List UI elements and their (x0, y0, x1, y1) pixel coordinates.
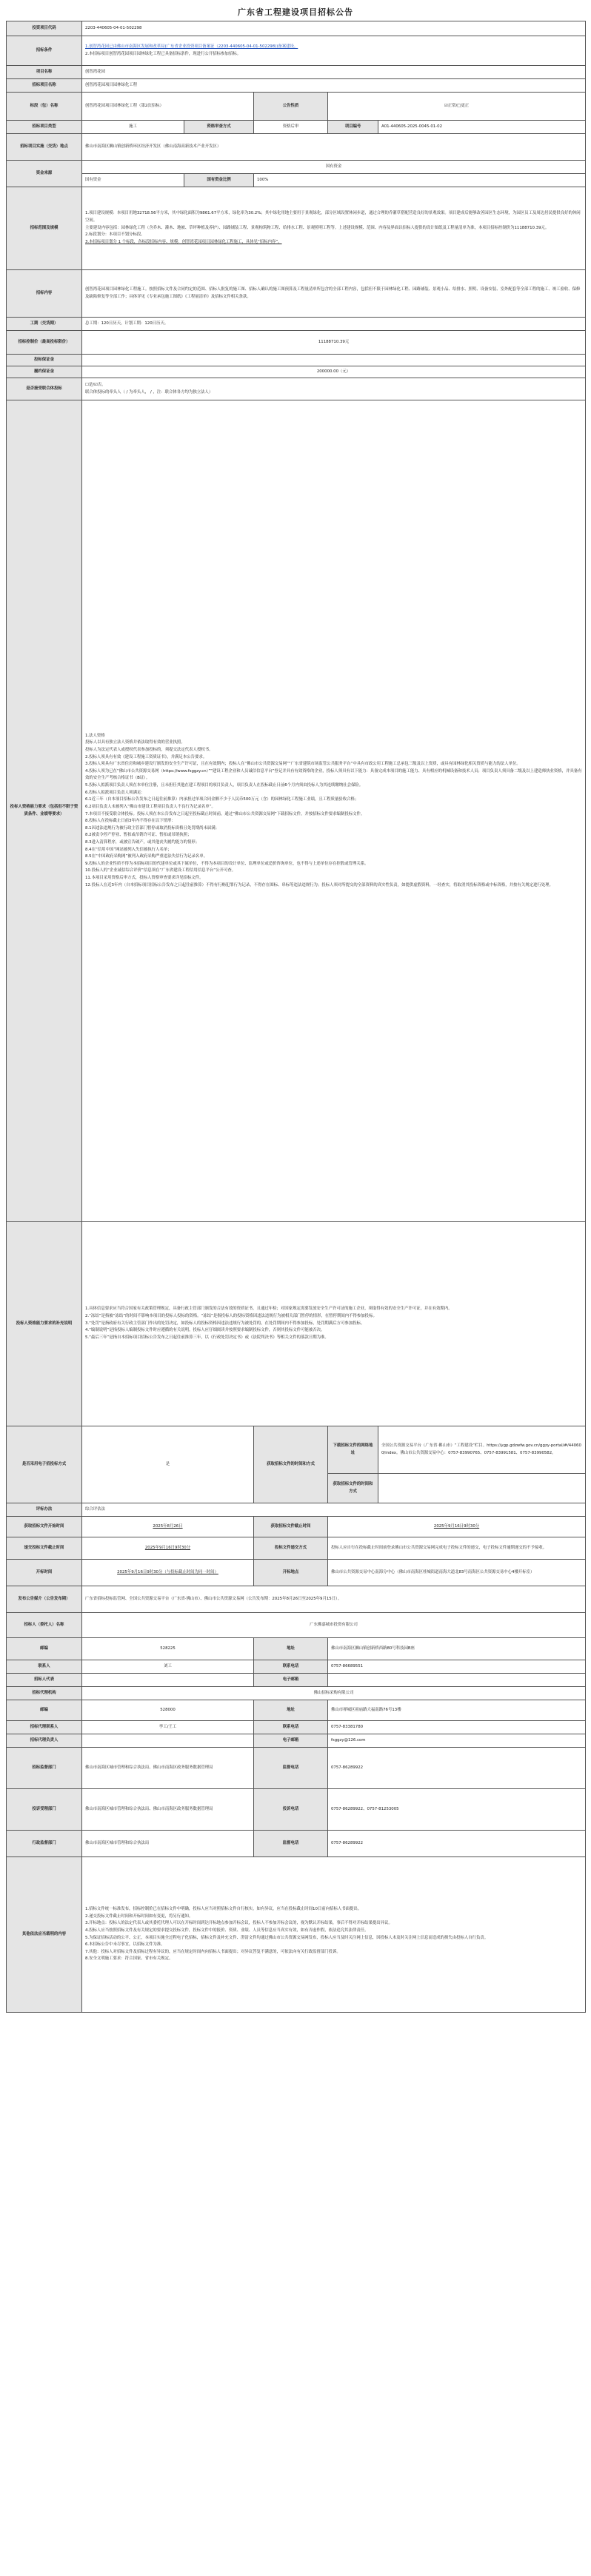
scope-item: 1.项目建设规模：本项目用地32718.56平方米，其中绿化面积为9861.67平方米，绿化率为30.2%；其中绿化用地主要用于景观绿化，部分区域设置休闲步道，通过合理的乔灌草搭配营造良好的景观效果。项目建成后能够改善园区生态环境，为园区员工及周边居民提供良好的休闲空间。 (85, 211, 581, 224)
qualification-paragraph: 8.3进入清算程序，或被宣告破产，或其他丧失履约能力的情形； (85, 839, 200, 845)
page-title: 广东省工程建设项目招标公告 (238, 7, 353, 17)
qualification-paragraph: 8.4在“信用中国”网站被列入失信被执行人名单； (85, 847, 172, 852)
table-row (7, 355, 586, 366)
table-row (7, 1674, 586, 1687)
publicity-value: ☑正常/□更正 (328, 93, 586, 121)
credit-paragraph: 1.具体信息要求应当符合国家有关政策管理规定，具备行政主管部门颁发的合法有效的资质证书，且通过年检；对国家规定需要发放安全生产许可证的施工企业，须取得有效的安全生产许可证，并在有效期内。 (85, 1307, 453, 1312)
agency-name: 广东佛嘉城市投资有限公司 (82, 1613, 586, 1638)
bond-value (82, 355, 586, 366)
other-paragraph: 1.招标文件统一标准发布，招标控制价已在招标文件中明确，投标人应当对照招标文件自行核实，如有异议，应当在投标截止时间10日前向招标人书面提出。 (85, 1907, 362, 1912)
credit-paragraph: 3.“处罚”是指政府有关行政主管部门作出的处罚决定，如投标人的投标资格因违法违规行为被处罚的，在处罚期间内不得参加投标，处罚期满后方可参加投标。 (85, 1321, 365, 1326)
agency-leader-label: 招标人代表 (7, 1674, 82, 1687)
agent-leader (82, 1734, 254, 1748)
scope-item: 主要建设内容包括：园林绿化工程（含乔木、灌木、地被、草坪种植及养护）、园路铺装工程、景观构筑物工程、给排水工程、景观照明工程等。上述建设规模、范围、内容及界面以招标人提供的设计图纸及工程量清单为准，本项目招标控制价为11188710.39元。 (85, 225, 550, 230)
agency-addr: 佛山市南海区狮山镇创新桥西路80号科技园B座 (328, 1638, 586, 1660)
table-row (7, 1560, 586, 1586)
table-row (7, 36, 586, 66)
agent-addr-label: 地址 (254, 1700, 328, 1721)
table-row (7, 66, 586, 79)
table-row (7, 187, 586, 270)
code-label: 项目编号 (328, 121, 378, 134)
agent-contact: 李工/王工 (82, 1721, 254, 1734)
agency-addr-label: 地址 (254, 1638, 328, 1660)
table-row (7, 174, 586, 187)
control-price-label: 招标控制价（最高投标限价） (7, 331, 82, 355)
supervisor-label: 招标监督部门 (7, 1748, 82, 1789)
table-row (7, 270, 586, 318)
guarantee-label: 履约保证金 (7, 366, 82, 378)
table-row (7, 1537, 586, 1560)
open-label: 开标时间 (7, 1560, 82, 1586)
credit-label: 投标人资格能力要求的补充说明 (7, 1222, 82, 1426)
table-row (7, 93, 586, 121)
submit-label: 递交投标文件截止时间 (7, 1537, 82, 1560)
project-name-label: 项目名称 (7, 66, 82, 79)
project-number-label: 投资项目代码 (7, 21, 82, 36)
table-row (7, 1789, 586, 1831)
agent-phone: 0757-83381780 (328, 1721, 586, 1734)
other-paragraph: 5.为保证招标活动的公平、公正，本项目实施全过程电子化招标，招标文件及补充文件、澄清文件均通过佛山市公共资源交易网发布，投标人应当及时关注网上信息，因投标人未及时关注网上信息而造成的损失由投标人自行负责。 (85, 1935, 489, 1940)
table-row (7, 331, 586, 355)
complaint-label: 投诉受理部门 (7, 1789, 82, 1831)
table-row (7, 1613, 586, 1638)
credit-paragraph: 5.“最后三年”是指自本招标项目招标公告发布之日起往前推算三年，以《行政处罚决定书》或《法院判决书》等相关文件的落款日期为准。 (85, 1335, 329, 1340)
download-label: 下载招标文件的网络地址 (328, 1426, 378, 1474)
type-label: 招标项目类型 (7, 121, 82, 134)
doc-way-value (378, 1474, 586, 1503)
qualification-paragraph: 4.投标人须为已在“佛山市公共资源交易网（https://www.fsggzy.cn）”“建设工程企业和人员诚信信息平台”登记并具有有效资格的企业，投标人须具有以下能力：具备完成本项目的施工能力、具有相应的机械设备和技术人员；项目负责人须具备二级及以上建造师执业资格，并具备有效的安全生产考核合格证书（B证）。 (85, 768, 582, 781)
table-row (7, 1222, 586, 1426)
table-row (7, 1503, 586, 1517)
qualification-paragraph: 8.投标人在投标截止日前3年内不得存在以下情形： (85, 819, 176, 824)
agent-name-label: 招标代理机构 (7, 1687, 82, 1700)
download-value[interactable]: 全国公共资源交易平台（广东省·佛山市）“工程建设”栏目。https://ygp.gdzwfw.gov.cn/ggzy-portal/#/440600/index。佛山市公共资源交易中心：0757-83990765、0757-83991581、0757-83990582。 (378, 1426, 586, 1474)
bond-label: 投标保证金 (7, 355, 82, 366)
qualification-paragraph: 6.1近三年（自本项目招标公告发布之日起往前推算）内承担过单项合同金额不少于人民币500万元（含）的园林绿化工程施工业绩，且工程质量验收合格； (85, 797, 359, 802)
publicity-label: 公告性质 (254, 93, 328, 121)
table-row (7, 1517, 586, 1537)
agency-postcode-label: 邮编 (7, 1638, 82, 1660)
doc-way-label: 获取招标文件的时间和方式 (328, 1474, 378, 1503)
qualification-paragraph: 5.投标人拟派项目负责人须在本单位注册，且未担任其他在建工程项目的项目负责人，项目负责人在投标截止日前6个月内须由投标人为其连续缴纳社会保险。 (85, 783, 364, 788)
method-label: 评标办法 (7, 1503, 82, 1517)
fund-ratio-label: 国有资金比例 (184, 174, 254, 187)
qualification-paragraph: 7.本项目不接受联合体投标。投标人须在本公告发布之日起至投标截止时间前，通过“佛山市公共资源交易网”下载招标文件，并按招标文件要求编制投标文件。 (85, 811, 365, 816)
open-value: 2025年9月16日9时30分（与投标截止时间为同一时间） (82, 1560, 254, 1586)
credit-paragraph: 4.“编制说明”是指投标人编制投标文件时应遵循的有关说明，投标人应仔细阅读并按照要求编制投标文件，否则其投标文件可能被否决。 (85, 1328, 325, 1333)
qualification-paragraph: 投标人为法定代表人或授权代表参加投标的，须提交法定代表人授权书。 (85, 748, 213, 753)
tender-table (6, 21, 586, 2013)
project-name: 创智湾花园 (82, 66, 586, 79)
electronic-label: 是否采用电子招投标方式 (7, 1426, 82, 1503)
table-row (7, 134, 586, 161)
qualification-paragraph: 投标人以具有独立法人资格并依法取得有效的营业执照。 (85, 740, 185, 745)
admin-phone: 0757-86289922 (328, 1831, 586, 1857)
table-row (7, 1426, 586, 1474)
agency-contact-label: 联系人 (7, 1660, 82, 1674)
doc-method-label: 获取招标文件的时间和方式 (254, 1426, 328, 1503)
agency-postcode: 528225 (82, 1638, 254, 1660)
other-label: 其他依法应当载明的内容 (7, 1857, 82, 2013)
fund-ratio-value: 100% (254, 174, 586, 187)
fund-source-value: 国有资金 (82, 174, 184, 187)
code-value: A01-440605-2025-0045-01-02 (378, 121, 586, 134)
qualification-paragraph: 6.投标人拟派项目负责人须满足： (85, 790, 145, 795)
table-row (7, 161, 586, 174)
doc-end-value: 2025年9月16日9时30分 (328, 1517, 586, 1537)
doc-start-label: 获取招标文件开始时间 (7, 1517, 82, 1537)
open-place-label: 开标地点 (254, 1560, 328, 1586)
qualification-paragraph: 9.投标人的企业性质不得为本招标项目的代建单位或其下属单位，不得为本项目的设计单位、监理单位或造价咨询单位，也不得与上述单位存在控股或管理关系。 (85, 861, 369, 866)
qualification-paragraph: 11.本项目采用资格后审方式，投标人资格审查要求详见招标文件。 (85, 875, 204, 880)
scope-cell (82, 187, 586, 270)
table-row (7, 1831, 586, 1857)
supervisor-value: 佛山市南海区城市管理和综合执法局、佛山市南海区政务服务数据管理局 (82, 1748, 254, 1789)
admin-phone-label: 监督电话 (254, 1831, 328, 1857)
scope-item: 2.标段划分：本项目不划分标段。 (85, 232, 145, 238)
qualification-label: 投标人资格能力要求（包括但不限于资质条件、业绩等要求） (7, 400, 82, 1222)
content-value: 创智湾花园项目园林绿化工程施工。按照招标文件及合同约定的范围、招标人批复的施工图、招标人确认的施工图预算及工程量清单所包含的全部工程内容，包括但不限于园林绿化工程、园路铺装、景观小品、给排水、照明、设备安装、室外配套等全部工程的施工、竣工验收、保修及缺陷修复等全部工作；具体详见《专业承包施工图纸》《工程量清单》及招标文件相关条款。 (82, 270, 586, 318)
basis-line-2: 2.本招标项目创智湾花园项目园林绿化工程已具备招标条件，现进行公开招标参加招标。 (85, 51, 241, 56)
type-value: 施工 (82, 121, 184, 134)
agent-name: 佛山招标采购有限公司 (82, 1687, 586, 1700)
agent-email[interactable]: fsggzy@126.com (328, 1734, 586, 1748)
table-row (7, 79, 586, 93)
table-row (7, 378, 586, 400)
other-paragraph: 4.投标人应当按照招标文件及有关规定的要求提交投标文件，投标文件中的报价、资质、业绩、人员等信息应当真实有效，如有弄虚作假，依法追究其法律责任。 (85, 1928, 369, 1933)
agency-header-label: 招标人（委托人）名称 (7, 1613, 82, 1638)
consortium-label: 是否接受联合体投标 (7, 378, 82, 400)
fund-label: 资金来源 (7, 161, 82, 187)
qualification-paragraph: 8.1因违法违规行为被行政主管部门暂停或取消投标资格且处罚期尚未届满； (85, 825, 220, 831)
agent-postcode-label: 邮编 (7, 1700, 82, 1721)
open-place-value: 佛山市公共资源交易中心南海分中心（佛山市南海区桂城街道南海大道北83号南海区公共资源交易中心4楼开标室） (328, 1560, 586, 1586)
agency-phone-label: 联系电话 (254, 1660, 328, 1674)
table-row (7, 1638, 586, 1660)
table-row (7, 1857, 586, 2013)
qualification-paragraph: 1.法人资格 (85, 733, 105, 738)
qualification-paragraph: 2.投标人须具有有效《建设工程施工资质证书》，并满足本公告要求。 (85, 754, 207, 759)
section-label: 标段（包）名称 (7, 93, 82, 121)
agent-addr: 佛山市禅城区祖庙路大福南路76号13楼 (328, 1700, 586, 1721)
schedule-value: 总工期：120日历天，计划工期：120日历天。 (82, 318, 586, 331)
doc-end-label: 获取招标文件截止时间 (254, 1517, 328, 1537)
content-label: 招标内容 (7, 270, 82, 318)
admin-label: 行政监督部门 (7, 1831, 82, 1857)
submit-way-value: 投标人应自行在投标截止时间前登录佛山市公共资源交易网完成电子投标文件的递交，电子投标文件逾期递交的不予接收。 (328, 1537, 586, 1560)
table-row (7, 1734, 586, 1748)
consortium-line-2: 联合体投标的牵头人（ / 为牵头人， / ，注：联合体各方均为独立法人） (85, 389, 213, 395)
complaint-value: 佛山市南海区城市管理和综合执法局、佛山市南海区政务服务数据管理局 (82, 1789, 254, 1831)
agency-phone: 0757-86689551 (328, 1660, 586, 1674)
basis-label: 招标条件 (7, 36, 82, 66)
table-row (7, 121, 586, 134)
supervisor-phone: 0757-86289922 (328, 1748, 586, 1789)
qualification-cell (82, 400, 586, 1222)
agency-contact: 刘工 (82, 1660, 254, 1674)
consortium-cell (82, 378, 586, 400)
supervisor-phone-label: 监督电话 (254, 1748, 328, 1789)
electronic-value: 是 (82, 1426, 254, 1503)
qualification-paragraph: 6.2项目负责人未被列入“佛山市建设工程项目负责人不良行为记录名单”。 (85, 804, 216, 809)
agent-postcode: 528000 (82, 1700, 254, 1721)
basis-cell (82, 36, 586, 66)
table-row (7, 1660, 586, 1674)
agent-contact-label: 招标代理联系人 (7, 1721, 82, 1734)
doc-start-value: 2025年8月26日 (82, 1517, 254, 1537)
other-paragraph: 8.安全文明施工要求：符合国家、省市有关规定。 (85, 1956, 173, 1962)
table-row (7, 1721, 586, 1734)
credit-cell (82, 1222, 586, 1426)
table-row (7, 1748, 586, 1789)
table-row (7, 366, 586, 378)
control-price-value: 11188710.39元 (82, 331, 586, 355)
other-paragraph: 3.开标地点：投标人的法定代表人或其委托代理人可以在开标时间到达开标地点参加开标会议，投标人不参加开标会议的，视为默认开标结果，事后不得对开标结果提出异议。 (85, 1921, 393, 1926)
agency-email-label: 电子邮箱 (254, 1674, 328, 1687)
section-name: 创智湾花园项目园林绿化工程（第2次招标） (82, 93, 254, 121)
tender-project-name: 创智湾花园项目园林绿化工程 (82, 79, 586, 93)
media-label: 发布公告媒介（公告发布期） (7, 1586, 82, 1613)
fund-source-header (82, 161, 586, 174)
admin-value: 佛山市南海区城市管理和综合执法局 (82, 1831, 254, 1857)
location-value: 佛山市南海区狮山镇创新桥环区经济开发区（佛山南海高新技术产业开发区） (82, 134, 586, 161)
table-row (7, 318, 586, 331)
form-value: 资格后审 (254, 121, 328, 134)
submit-value: 2025年9月16日9时30分 (82, 1537, 254, 1560)
table-row (7, 1687, 586, 1700)
schedule-label: 工期（交货期） (7, 318, 82, 331)
table-row (7, 400, 586, 1222)
qualification-paragraph: 8.2被责令停产停业、暂扣或吊销许可证、暂扣或吊销执照； (85, 833, 192, 838)
complaint-phone: 0757-86289922、0757-81253005 (328, 1789, 586, 1831)
agent-phone-label: 联系电话 (254, 1721, 328, 1734)
consortium-line-1: ☐是/☑否。 (85, 382, 106, 387)
qualification-paragraph: 3.投标人须具有广东省住房和城乡建设厅颁发的安全生产许可证，且在有效期内；投标人在“佛山市公共资源交易网”“广东省建筑市场监管公共服务平台”中具有市政公用工程施工总承包三级及以上资质，或具有园林绿化相关资质与能力的法人单位。 (85, 762, 521, 767)
agency-leader (82, 1674, 254, 1687)
table-row (7, 1700, 586, 1721)
basis-line-1[interactable]: 1.创智湾花园已由佛山市南海区发展和改革局(广东省企业投资项目备案证（2203-440605-04-01-502298))备案建设。 (85, 44, 298, 49)
agent-email-label: 电子邮箱 (254, 1734, 328, 1748)
scope-label: 招标范围及规模 (7, 187, 82, 270)
submit-way-label: 投标文件递交方式 (254, 1537, 328, 1560)
qualification-paragraph: 8.5在“中国政府采购网”被列入政府采购严重违法失信行为记录名单。 (85, 854, 208, 859)
qualification-paragraph: 12.投标人在近3年内（自本招标项目招标公告发布之日起往前推算）不得有行贿犯罪行为记录，不得存在围标、串标等违法违规行为；投标人须对所提交的全部资料的真实性负责，如提供虚假资料，一经查实，将取消其投标资格或中标资格，并按有关规定进行处理。 (85, 882, 553, 888)
scope-item: 3.本招标项目划分 1 个标段，各标段招标内容、规模：创智湾花园项目园林绿化工程施工，具体见“招标内容”。 (85, 239, 282, 244)
tender-project-name-label: 招标项目名称 (7, 79, 82, 93)
credit-paragraph: 2.“冻结”是指被“冻结”的时间不影响本项目的投标人投标的资格。“冻结”是指投标人的投标资格因违法违规行为被相关部门暂停的情形，在暂停期间内不得参加投标。 (85, 1314, 377, 1319)
other-paragraph: 6.本招标公告中未尽事宜，以招标文件为准。 (85, 1942, 165, 1948)
table-row (7, 1586, 586, 1613)
project-number: 2203-440605-04-01-502298 (82, 21, 586, 36)
complaint-phone-label: 投诉电话 (254, 1789, 328, 1831)
location-label: 招标项目实施（交货）地点 (7, 134, 82, 161)
other-paragraph: 2.递交投标文件截止时间和开标时间如有变更，将另行通知。 (85, 1913, 193, 1919)
method-value: 综合评估法 (82, 1503, 586, 1517)
table-row (7, 21, 586, 36)
fund-source: 国有资金 (325, 164, 342, 169)
qualification-paragraph: 10.投标人的“企业诚信综合评价”信息须在“广东省建设工程信用信息平台”公开可查。 (85, 868, 236, 873)
media-value: 广东省招标投标监管网、全国公共资源交易平台（广东省·佛山市）、佛山市公共资源交易网（公告发布期：2025年8月26日至2025年9月15日）。 (82, 1586, 586, 1613)
agent-leader-label: 招标代理负责人 (7, 1734, 82, 1748)
form-label: 资格审查方式 (184, 121, 254, 134)
other-cell (82, 1857, 586, 2013)
agency-email (328, 1674, 586, 1687)
other-paragraph: 7.其他：投标人对招标文件及招标过程有异议的，应当在规定时间内向招标人书面提出；对异议答复不满意的，可依法向有关行政监督部门投诉。 (85, 1949, 341, 1954)
guarantee-value: 200000.00（元） (82, 366, 586, 378)
